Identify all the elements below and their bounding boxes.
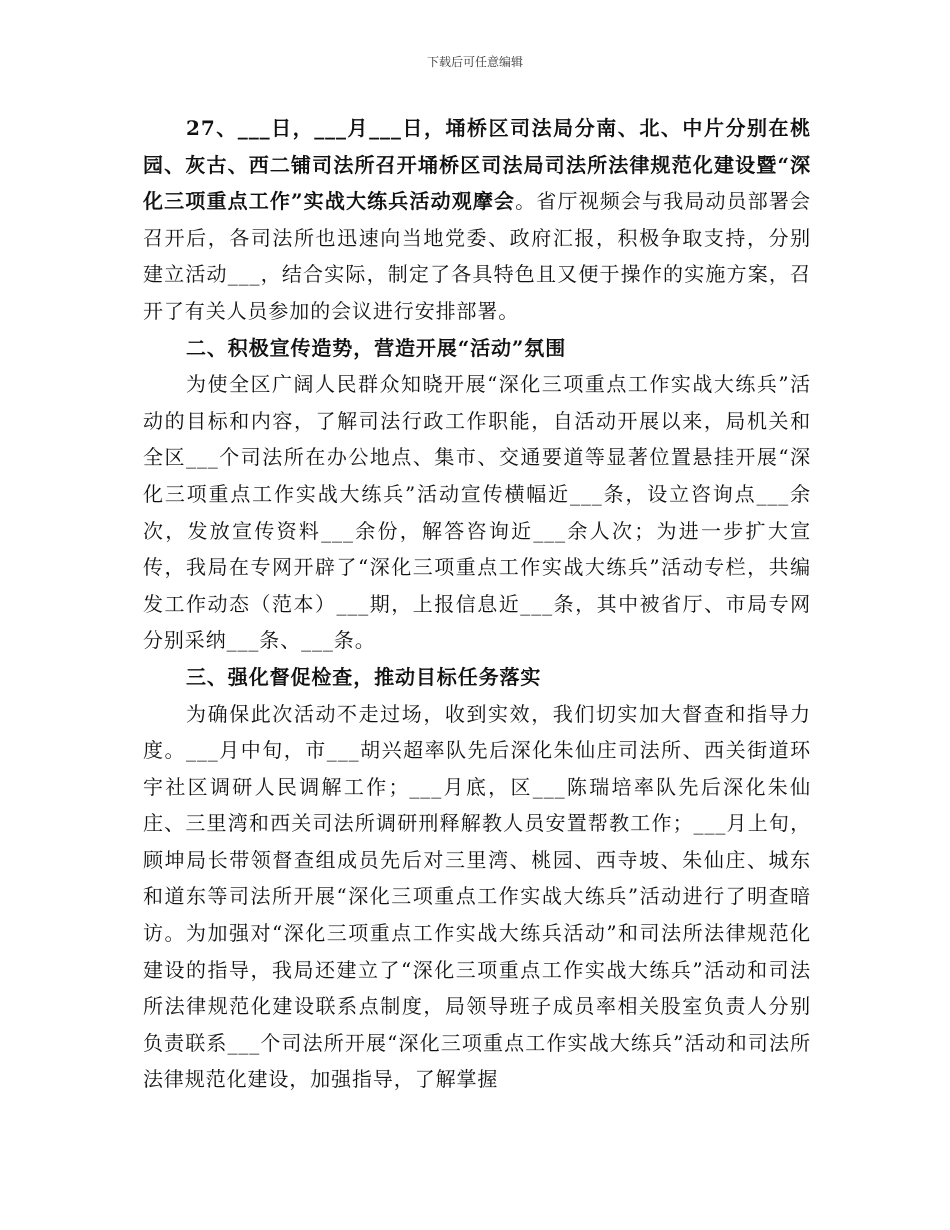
paragraph-inspection: 为确保此次活动不走过场，收到实效，我们切实加大督查和指导力度。___月中旬，市___胡兴超率队先后深化朱仙庄司法所、西关街道环宇社区调研人民调解工作；___月底，区___陈瑞培率队先后深化朱仙庄、三里湾和西关司法所调研刑释解教人员安置帮教工作；___月上旬，顾坤局长带领督查组成员先后对三里湾、桃园、西寺坡、朱仙庄、城东和道东等司法所开展“深化三项重点工作实战大练兵”活动进行了明查暗访。为加强对“深化三项重点工作实战大练兵活动”和司法所法律规范化建设的指导，我局还建立了“深化三项重点工作实战大练兵”活动和司法所法律规范化建设联系点制度，局领导班子成员率相关股室负责人分别负责联系___个司法所开展“深化三项重点工作实战大练兵”活动和司法所法律规范化建设，加强指导，了解掌握 (143, 701, 811, 1092)
paragraph-publicity: 为使全区广阔人民群众知晓开展“深化三项重点工作实战大练兵”活动的目标和内容，了解司法行政工作职能，自活动开展以来，局机关和全区___个司法所在办公地点、集市、交通要道等显著位置悬挂开展“深化三项重点工作实战大练兵”活动宣传横幅近___条，设立咨询点___余次，发放宣传资料___余份，解答咨询近___余人次；为进一步扩大宣传，我局在专网开辟了“深化三项重点工作实战大练兵”活动专栏，共编发工作动态（范本）___期，上报信息近___条，其中被省厅、市局专网分别采纳___条、___条。 (143, 372, 811, 653)
paragraph-activity-meeting (143, 110, 811, 330)
section-heading-publicity: 二、积极宣传造势，营造开展“活动”氛围 (186, 335, 567, 360)
section-heading-inspection: 三、强化督促检查，推动目标任务落实 (186, 664, 542, 689)
paragraph-lead-rest: 。省厅视频会与我局动员部署会召开后，各司法所也迅速向当地党委、政府汇报，积极争取支持，分别建立活动___，结合实际，制定了各具特色且又便于操作的实施方案，召开了有关人员参加的会议进行安排部署。 (143, 189, 811, 323)
paragraph-lead-bold: 27、___日，___月___日，埇桥区司法局分南、北、中片分别在桃园、灰古、西二铺司法所召开埇桥区司法局司法所法律规范化建设暨“深化三项重点工作”实战大练兵活动观摩会 (143, 116, 811, 214)
page-header-note: 下载后可任意编辑 (426, 55, 523, 69)
document-body (143, 110, 811, 1098)
